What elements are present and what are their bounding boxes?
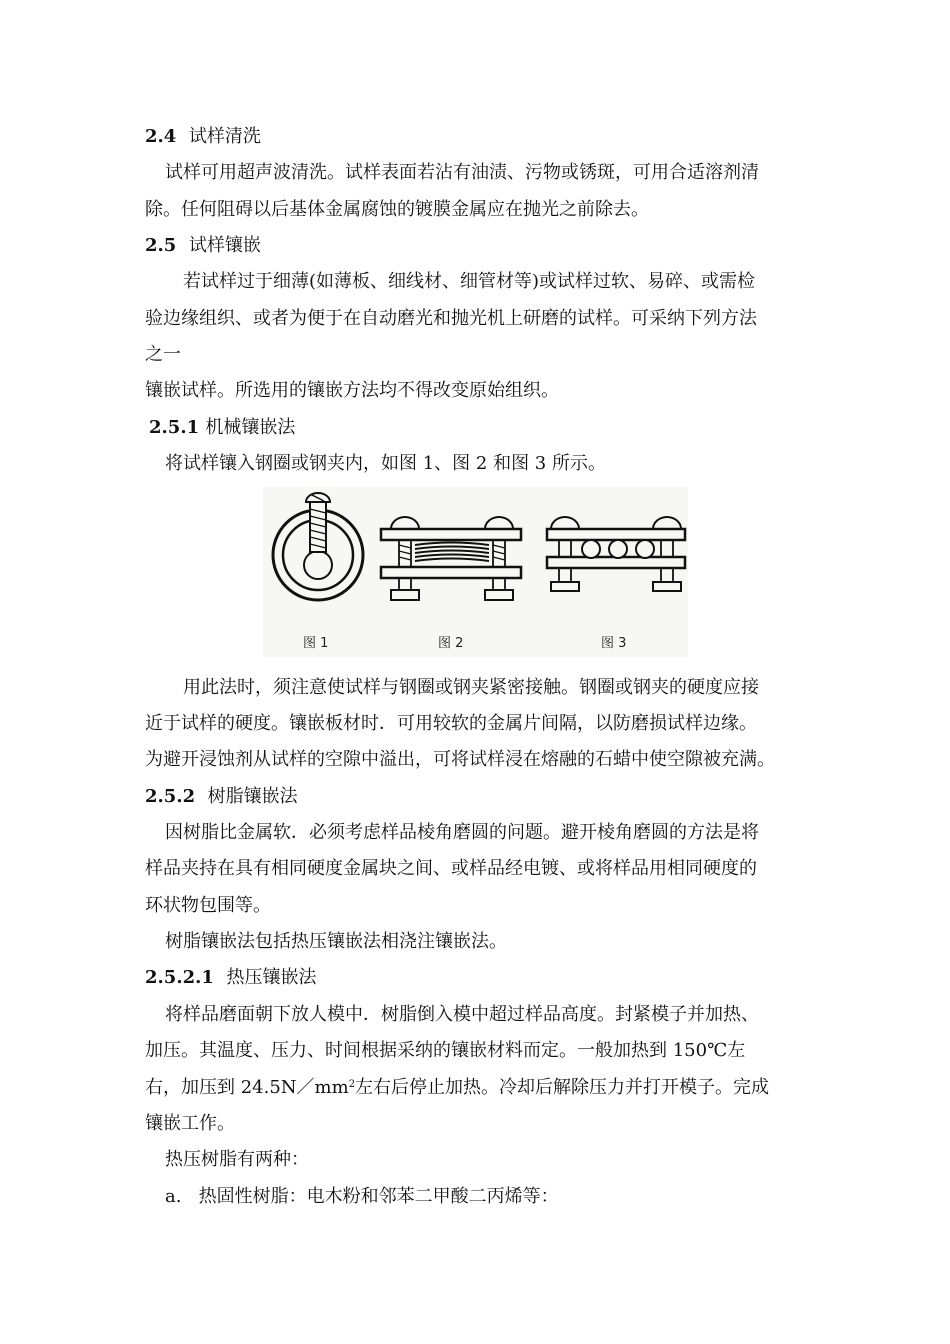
section-2-5-heading xyxy=(145,234,261,258)
section-number: 2.5.1 xyxy=(149,417,200,438)
paragraph-line: 加压。其温度、压力、时间根据采纳的镶嵌材料而定。一般加热到 150℃左 xyxy=(145,1040,746,1061)
section-number: 2.5.2 xyxy=(145,786,196,807)
list-item-a xyxy=(165,1185,559,1209)
paragraph-line: 之一 xyxy=(145,344,181,365)
paragraph-line: 因树脂比金属软．必须考虑样品棱角磨圆的问题。避开棱角磨圆的方法是将 xyxy=(165,822,759,843)
section-title: 试样镶嵌 xyxy=(188,235,261,256)
section-number: 2.5.2.1 xyxy=(145,967,214,988)
text-run: 右，加压到 24.5N／mm xyxy=(145,1077,349,1098)
list-item-text: 热固性树脂：电木粉和邻苯二甲酸二丙烯等： xyxy=(198,1186,559,1207)
paragraph-line: 用此法时，须注意使试样与钢圈或钢夹紧密接触。钢圈或钢夹的硬度应接 xyxy=(183,677,759,698)
paragraph-line: 验边缘组织、或者为便于在自动磨光和抛光机上研磨的试样。可采纳下列方法 xyxy=(145,308,757,329)
section-title: 试样清洗 xyxy=(188,126,261,147)
section-title: 机械镶嵌法 xyxy=(205,417,296,438)
paragraph-line: 镶嵌试样。所选用的镶嵌方法均不得改变原始组织。 xyxy=(145,380,559,401)
section-number: 2.5 xyxy=(145,235,177,256)
ring-mount-drawing xyxy=(273,493,363,600)
paragraph-line: 试样可用超声波清洗。试样表面若沾有油渍、污物或锈斑，可用合适溶剂清 xyxy=(165,162,759,183)
paragraph-line: 除。任何阻碍以后基体金属腐蚀的镀膜金属应在抛光之前除去。 xyxy=(145,199,649,220)
paragraph-line: 若试样过于细薄(如薄板、细线材、细管材等)或试样过软、易碎、或需检 xyxy=(183,271,756,292)
figure-drawing xyxy=(263,487,688,657)
paragraph-line: 近于试样的硬度。镶嵌板材时．可用较软的金属片间隔，以防磨损试样边缘。 xyxy=(145,713,757,734)
paragraph-line: 将试样镶入钢圈或钢夹内，如图 1、图 2 和图 3 所示。 xyxy=(165,453,606,474)
figure-clamp-mounting xyxy=(263,487,688,657)
superscript: 2 xyxy=(348,1079,356,1090)
paragraph-line: 环状物包围等。 xyxy=(145,895,271,916)
paragraph-line xyxy=(145,1076,769,1100)
paragraph-line: 树脂镶嵌法包括热压镶嵌法相浇注镶嵌法。 xyxy=(165,931,507,952)
figure-3-label: 图 3 xyxy=(601,636,627,651)
paragraph-line: 镶嵌工作。 xyxy=(145,1113,235,1134)
section-title: 热压镶嵌法 xyxy=(226,967,317,988)
section-2-5-2-1-heading xyxy=(145,966,316,990)
section-2-4-heading xyxy=(145,125,261,149)
section-2-5-1-heading xyxy=(149,416,295,440)
figure-2-label: 图 2 xyxy=(438,636,464,651)
paragraph-line: 样品夹持在具有相同硬度金属块之间、或样品经电镀、或将样品用相同硬度的 xyxy=(145,858,757,879)
paragraph-line: 将样品磨面朝下放人模中．树脂倒入模中超过样品高度。封紧模子并加热、 xyxy=(165,1004,759,1025)
section-title: 树脂镶嵌法 xyxy=(207,786,298,807)
paragraph-line: 热压树脂有两种： xyxy=(165,1149,309,1170)
section-number: 2.4 xyxy=(145,126,177,147)
section-2-5-2-heading xyxy=(145,785,298,809)
text-run: 左右后停止加热。冷却后解除压力并打开模子。完成 xyxy=(355,1077,770,1098)
paragraph-line: 为避开浸蚀剂从试样的空隙中溢出，可将试样浸在熔融的石蜡中使空隙被充满。 xyxy=(145,749,775,770)
wire-clamp-drawing xyxy=(547,517,685,591)
list-marker: a. xyxy=(165,1186,182,1207)
figure-1-label: 图 1 xyxy=(303,636,329,651)
plate-clamp-drawing xyxy=(381,517,521,600)
